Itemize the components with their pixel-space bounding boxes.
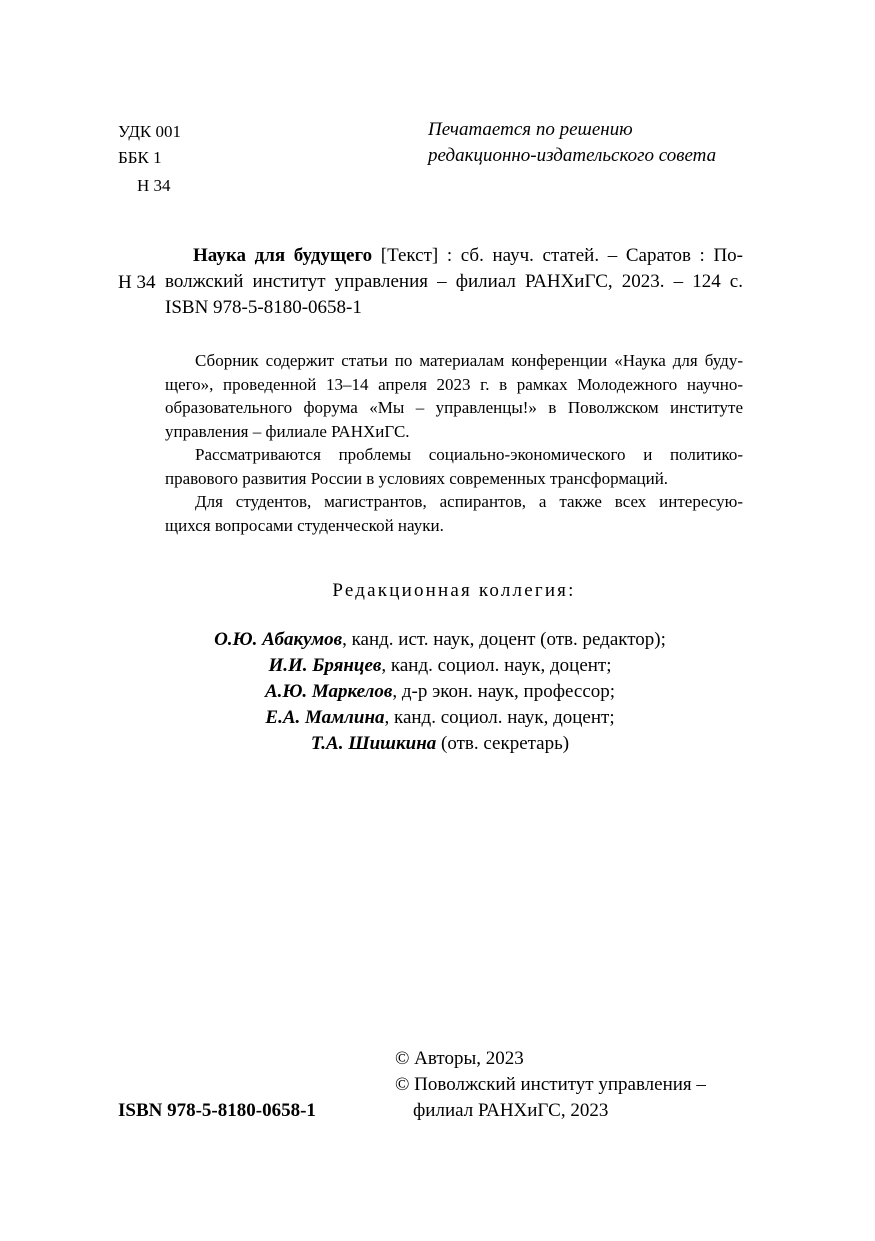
editorial-board-heading-text: Редакционная коллегия: xyxy=(332,580,576,601)
bib-line-1 xyxy=(165,243,743,269)
publisher-note xyxy=(428,117,716,169)
board-member-name: Т.А. Шишкина xyxy=(310,733,437,754)
udk-text: УДК 001 xyxy=(118,122,182,141)
bib-isbn: ISBN 978-5-8180-0658-1 xyxy=(165,297,362,318)
abstract-p3-line-2: щихся вопросами студенческой науки. xyxy=(165,515,444,535)
board-member xyxy=(118,679,762,705)
abstract-p2-line-1: Рассматриваются проблемы социально-экономического и политико- xyxy=(195,445,743,464)
bbk-text: ББК 1 xyxy=(118,148,162,167)
bib-line-2: волжский институт управления – филиал РАНХиГС, 2023. – 124 с. xyxy=(165,271,743,292)
footer-isbn-text: ISBN 978-5-8180-0658-1 xyxy=(118,1100,316,1121)
publisher-note-line-2: редакционно-издательского совета xyxy=(428,145,717,166)
abstract-p3-line-1: Для студентов, магистрантов, аспирантов, а также всех интересую- xyxy=(195,492,743,511)
board-member-name: И.И. Брянцев xyxy=(268,655,382,676)
bib-record xyxy=(165,243,743,321)
editorial-board-list xyxy=(118,627,762,757)
board-member-role: , канд. ист. наук, доцент (отв. редактор); xyxy=(342,629,666,650)
bib-mark xyxy=(118,270,155,296)
board-member-name: Е.А. Мамлина xyxy=(265,707,385,728)
abstract xyxy=(165,349,743,537)
bib-mark-text: Н 34 xyxy=(118,272,156,293)
bib-line-1-rest: [Текст] : сб. науч. статей. – Саратов : По- xyxy=(372,245,744,266)
board-member-name: О.Ю. Абакумов xyxy=(214,629,343,650)
abstract-p1-line-4: управления – филиале РАНХиГС. xyxy=(165,421,410,441)
abstract-p1-line-1: Сборник содержит статьи по материалам конференции «Наука для буду- xyxy=(195,351,743,370)
editorial-board-heading xyxy=(165,578,743,604)
bbk-code xyxy=(118,146,162,170)
board-member xyxy=(118,731,762,757)
copyright-authors: © Авторы, 2023 xyxy=(395,1048,524,1069)
author-mark-text: Н 34 xyxy=(137,176,171,195)
copyright-institute: © Поволжский институт управления – xyxy=(395,1074,706,1095)
author-mark xyxy=(137,174,171,198)
board-member-role: , канд. социол. наук, доцент; xyxy=(381,655,612,676)
board-member xyxy=(118,627,762,653)
book-title: Наука для будущего xyxy=(193,245,373,266)
board-member-role: (отв. секретарь) xyxy=(436,733,570,754)
board-member xyxy=(118,653,762,679)
copyright-institute-cont: филиал РАНХиГС, 2023 xyxy=(413,1100,609,1121)
abstract-p1-line-2: щего», проведенной 13–14 апреля 2023 г. в рамках Молодежного научно- xyxy=(165,374,743,394)
footer-isbn xyxy=(118,1098,316,1124)
board-member-name: А.Ю. Маркелов xyxy=(264,681,393,702)
board-member-role: , канд. социол. наук, доцент; xyxy=(384,707,615,728)
board-member xyxy=(118,705,762,731)
copyright-block xyxy=(395,1046,706,1124)
abstract-p1-line-3: образовательного форума «Мы – управленцы!» в Поволжском институте xyxy=(165,398,743,417)
abstract-p2-line-2: правового развития России в условиях современных трансформаций. xyxy=(165,468,669,488)
publisher-note-line-1: Печатается по решению xyxy=(428,119,633,140)
board-member-role: , д-р экон. наук, профессор; xyxy=(392,681,616,702)
udk-code xyxy=(118,120,181,144)
